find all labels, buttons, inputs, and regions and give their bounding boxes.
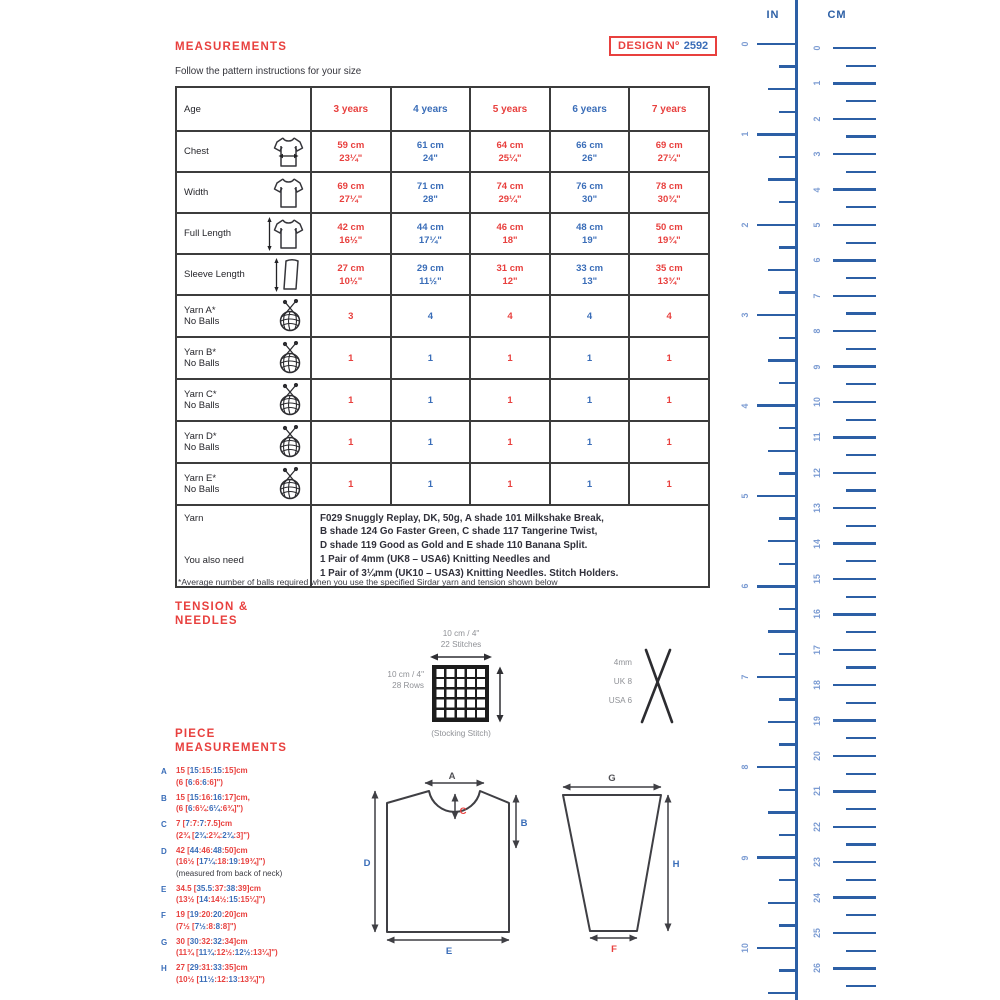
table-row [177,171,708,212]
yarn-ball-icon [276,383,305,417]
rows-arrow-icon [495,666,505,723]
tension-rows-label: 10 cm / 4" 28 Rows [387,670,424,690]
size-cell: 48 cm 19" [549,214,629,253]
ruler-tick [846,135,876,137]
ruler-tick [833,755,876,757]
size-column-header: 7 years [628,88,708,130]
row-label: Yarn E* No Balls [177,464,310,504]
ruler-tick [833,649,876,651]
knitting-needles-icon [637,648,679,726]
ruler-number: 21 [812,786,822,797]
ruler-number: 14 [812,538,822,549]
diagram-letter-g: G [608,773,616,784]
ruler-number: 9 [740,855,750,861]
ruler-tick [846,737,876,739]
ruler-number: 3 [740,312,750,318]
piece-measurement-item: G 30 [30:32:32:34]cm (11¾ [11¾:12½:12½:13¼]") [161,936,278,957]
size-cell: 1 [549,338,629,378]
yarn-ball-icon [276,467,305,501]
diagram-letter-f: F [611,944,617,955]
ruler-tick [768,902,797,905]
ruler-number: 7 [740,674,750,680]
size-cell: 27 cm 10½" [310,255,390,294]
diagram-letter-a: A [448,771,456,782]
size-cell: 4 [628,296,708,336]
ruler-number: 18 [812,680,822,691]
ruler-tick [833,967,876,969]
row-label: Width [177,173,310,212]
ruler-tick [833,118,876,120]
ruler-tick [846,773,876,775]
ruler-tick [833,507,876,509]
ruler-tick [833,330,876,332]
ruler-tick [779,608,797,611]
stitches-arrow-icon [429,652,493,662]
ruler-tick [779,382,797,385]
size-cell: 1 [310,464,390,504]
row-label: Yarn B* No Balls [177,338,310,378]
body-diagram [387,791,509,932]
ruler-tick [779,472,797,475]
ruler-tick [833,47,876,49]
ruler-tick [757,314,797,317]
size-cell: 1 [390,464,470,504]
table-row [177,294,708,336]
ruler-tick [833,896,876,898]
ruler-tick [846,525,876,527]
ruler-number: 15 [812,574,822,584]
ruler-number: 2 [740,222,750,228]
ruler-number: 1 [812,80,822,86]
ruler-number: 6 [812,257,822,263]
table-row [177,212,708,253]
ruler-tick [833,932,876,934]
size-cell: 1 [628,422,708,462]
piece-measurement-item: D 42 [44:46:48:50]cm (16½ [17¼:18:19:19¾]") (measured from back of neck) [161,845,283,878]
yarn-ball-icon [276,299,305,333]
ruler-tick [779,789,797,792]
ruler-tick [768,811,797,814]
ruler-tick [846,808,876,810]
sweater-icon [273,175,305,210]
size-cell: 71 cm 28" [390,173,470,212]
size-table [175,86,710,588]
ruler-tick [779,111,797,114]
ruler-line [795,0,798,1000]
diagram-letter-b: B [520,818,528,829]
ruler-tick [846,171,876,173]
ruler-tick [768,359,797,362]
size-cell: 4 [549,296,629,336]
footnote: *Average number of balls required when you use the specified Sirdar yarn and tension shown below [178,577,558,587]
size-cell: 1 [469,338,549,378]
ruler-tick [833,578,876,580]
ruler-number: 5 [740,493,750,499]
ruler-tick [846,242,876,244]
ruler-tick [779,969,797,972]
size-cell: 1 [469,422,549,462]
size-cell: 31 cm 12" [469,255,549,294]
ruler-tick [833,472,876,474]
ruler-tick [757,676,797,679]
ruler-tick [757,766,797,769]
table-row [177,130,708,171]
ruler-tick [846,419,876,421]
row-label: Full Length [177,214,310,253]
ruler-tick [779,246,797,249]
sleeve-diagram [563,795,661,931]
size-cell: 33 cm 13" [549,255,629,294]
table-row [177,378,708,420]
piece-measurement-item: A 15 [15:15:15:15]cm (6 [6:6:6:6]") [161,766,248,787]
ruler-tick [846,631,876,633]
ruler-tick [779,698,797,701]
ruler-tick [846,666,876,668]
size-cell: 1 [549,380,629,420]
ruler-tick [779,337,797,340]
table-header-row [177,88,708,130]
piece-measurement-item: E 34.5 [35.5:37:38:39]cm (13½ [14:14½:15:15¼]") [161,883,266,904]
ruler-number: 9 [812,364,822,370]
design-number-box [609,36,717,56]
ruler-tick [779,517,797,520]
ruler-tick [833,861,876,863]
size-cell: 1 [549,464,629,504]
ruler-tick [846,100,876,102]
table-row [177,420,708,462]
size-cell: 50 cm 19¾" [628,214,708,253]
ruler-number: 22 [812,821,822,832]
size-column-header: 6 years [549,88,629,130]
ruler-tick [846,489,876,491]
ruler-tick [779,653,797,656]
ruler-tick [757,133,797,136]
size-cell: 1 [469,464,549,504]
diagram-letter-e: E [445,946,453,957]
ruler-tick [768,630,797,633]
ruler-tick [833,153,876,155]
piece-measurement-item: B 15 [15:16:16:17]cm, (6 [6:6¼:6¼:6¾]") [161,792,250,813]
size-cell: 35 cm 13¾" [628,255,708,294]
sweater-length-icon [267,216,305,251]
tension-stitches-label: 10 cm / 4" 22 Stitches [440,629,482,649]
design-number: 2592 [683,40,709,52]
table-row [177,462,708,504]
stocking-stitch-label: (Stocking Stitch) [431,729,491,738]
ruler-tick [833,613,876,615]
ruler-tick [768,992,797,995]
ruler-tick [833,436,876,438]
ruler-number: 7 [812,293,822,299]
size-cell: 4 [469,296,549,336]
ruler-number: 19 [812,715,822,726]
piece-measurements-heading: PIECE MEASUREMENTS [175,728,288,754]
ruler-tick [768,269,797,272]
ruler-tick [846,383,876,385]
size-cell: 3 [310,296,390,336]
ruler-tick [833,295,876,297]
ruler-tick [846,843,876,845]
ruler-tick [833,684,876,686]
ruler-tick [846,950,876,952]
ruler-tick [846,879,876,881]
ruler-tick [779,834,797,837]
size-cell: 76 cm 30" [549,173,629,212]
diagram-letter-d: D [363,858,371,869]
ruler-tick [768,178,797,181]
ruler-tick [833,542,876,544]
ruler-cm-label: CM [827,9,847,21]
ruler-number: 8 [740,764,750,770]
ruler-number: 4 [740,403,750,409]
size-cell: 1 [310,380,390,420]
size-cell: 1 [628,380,708,420]
ruler-tick [768,450,797,453]
ruler-tick [757,404,797,407]
size-cell: 59 cm 23¼" [310,132,390,171]
ruler-tick [779,201,797,204]
ruler-tick [833,826,876,828]
size-cell: 42 cm 16½" [310,214,390,253]
ruler-tick [846,277,876,279]
ruler-number: 16 [812,609,822,620]
piece-diagrams [355,750,700,985]
ruler-number: 25 [812,928,822,938]
size-cell: 1 [390,380,470,420]
ruler-tick [779,924,797,927]
ruler-tick [779,156,797,159]
ruler-tick [833,365,876,367]
ruler-number: 0 [812,45,822,51]
size-column-header: 5 years [469,88,549,130]
size-cell: 1 [390,338,470,378]
ruler-number: 1 [740,131,750,137]
ruler-number: 26 [812,963,822,974]
row-label: Chest [177,132,310,171]
ruler-number: 24 [812,892,822,903]
yarn-ball-icon [276,341,305,375]
age-header: Age [184,103,201,115]
ruler-tick [846,914,876,916]
page-title: MEASUREMENTS [175,41,288,53]
ruler-tick [846,985,876,987]
ruler-tick [757,947,797,950]
ruler-tick [757,495,797,498]
ruler-tick [846,312,876,314]
ruler-tick [833,188,876,190]
ruler-number: 23 [812,857,822,868]
subtitle: Follow the pattern instructions for your size [175,66,362,77]
ruler-tick [779,879,797,882]
sleeve-length-icon [271,257,305,292]
size-cell: 66 cm 26" [549,132,629,171]
size-cell: 1 [549,422,629,462]
row-label: Yarn D* No Balls [177,422,310,462]
ruler-number: 8 [812,328,822,334]
size-cell: 46 cm 18" [469,214,549,253]
ruler-number: 12 [812,467,822,478]
size-cell: 1 [390,422,470,462]
piece-measurements-list [161,765,375,989]
ruler-tick [757,224,797,227]
yarn-info-row [177,504,708,586]
yarn-info-text: F029 Snuggly Replay, DK, 50g, A shade 101 Milkshake Break, B shade 124 Go Faster Green, C shade 117 Tangerine Twist, D shade 119 Good as Gold and E shade 110 Banana Split. 1 Pair of 4mm (UK8 – USA6) Knitting Needles and 1 Pair of 3¼mm (UK10 – USA3) Knitting Needles. Stitch Holders. [310,506,708,586]
ruler-tick [779,291,797,294]
ruler-tick [779,743,797,746]
tension-heading: TENSION & NEEDLES [175,601,249,627]
size-cell: 74 cm 29¼" [469,173,549,212]
ruler-inches-label: IN [766,9,780,21]
ruler-tick [846,596,876,598]
ruler-number: 6 [740,583,750,589]
sweater-chest-icon [273,134,305,169]
row-label: Sleeve Length [177,255,310,294]
yarn-info-labels: Yarn You also need [184,513,244,566]
table-row [177,336,708,378]
size-cell: 1 [469,380,549,420]
ruler-tick [768,721,797,724]
ruler-number: 5 [812,222,822,228]
size-cell: 1 [628,338,708,378]
ruler-tick [833,401,876,403]
ruler-tick [846,65,876,67]
ruler-tick [846,206,876,208]
size-cell: 1 [310,422,390,462]
ruler-number: 13 [812,503,822,514]
ruler-tick [757,43,797,46]
ruler-number: 0 [740,41,750,47]
size-column-header: 3 years [310,88,390,130]
ruler-tick [846,560,876,562]
ruler-tick [768,540,797,543]
diagram-letter-c: C [459,806,467,817]
ruler-number: 3 [812,151,822,157]
size-cell: 69 cm 27¼" [310,173,390,212]
row-label: Yarn A* No Balls [177,296,310,336]
yarn-ball-icon [276,425,305,459]
size-cell: 69 cm 27¼" [628,132,708,171]
ruler-tick [757,856,797,859]
table-row [177,253,708,294]
ruler-number: 20 [812,751,822,761]
design-label: DESIGN Nº [618,40,680,52]
needle-size-labels: 4mm UK 8 USA 6 [608,658,632,705]
ruler-tick [779,427,797,430]
ruler-tick [833,259,876,261]
ruler-number: 4 [812,187,822,193]
size-cell: 4 [390,296,470,336]
size-cell: 29 cm 11½" [390,255,470,294]
ruler-tick [779,563,797,566]
piece-measurement-item: F 19 [19:20:20:20]cm (7½ [7½:8:8:8]") [161,910,248,931]
ruler-tick [833,224,876,226]
ruler-number: 10 [812,397,822,407]
size-column-header: 4 years [390,88,470,130]
size-cell: 78 cm 30¾" [628,173,708,212]
ruler-tick [833,719,876,721]
ruler-number: 17 [812,644,822,655]
ruler-tick [757,585,797,588]
piece-measurement-item: C 7 [7:7:7:7.5]cm (2¾ [2¾:2¾:2¾:3]") [161,819,250,840]
ruler-tick [768,88,797,91]
ruler-tick [846,454,876,456]
size-cell: 1 [628,464,708,504]
size-cell: 1 [310,338,390,378]
size-cell: 64 cm 25¼" [469,132,549,171]
piece-measurement-item: H 27 [29:31:33:35]cm (10½ [11½:12:13:13¾]") [161,963,265,984]
ruler-tick [846,348,876,350]
ruler-tick [779,65,797,68]
ruler-tick [833,82,876,84]
tension-swatch [432,665,489,722]
ruler-number: 11 [812,432,822,443]
ruler-tick [833,790,876,792]
size-cell: 44 cm 17¼" [390,214,470,253]
ruler-number: 10 [740,943,750,953]
ruler-number: 2 [812,116,822,122]
size-cell: 61 cm 24" [390,132,470,171]
ruler-tick [846,702,876,704]
diagram-letter-h: H [672,859,680,870]
row-label: Yarn C* No Balls [177,380,310,420]
